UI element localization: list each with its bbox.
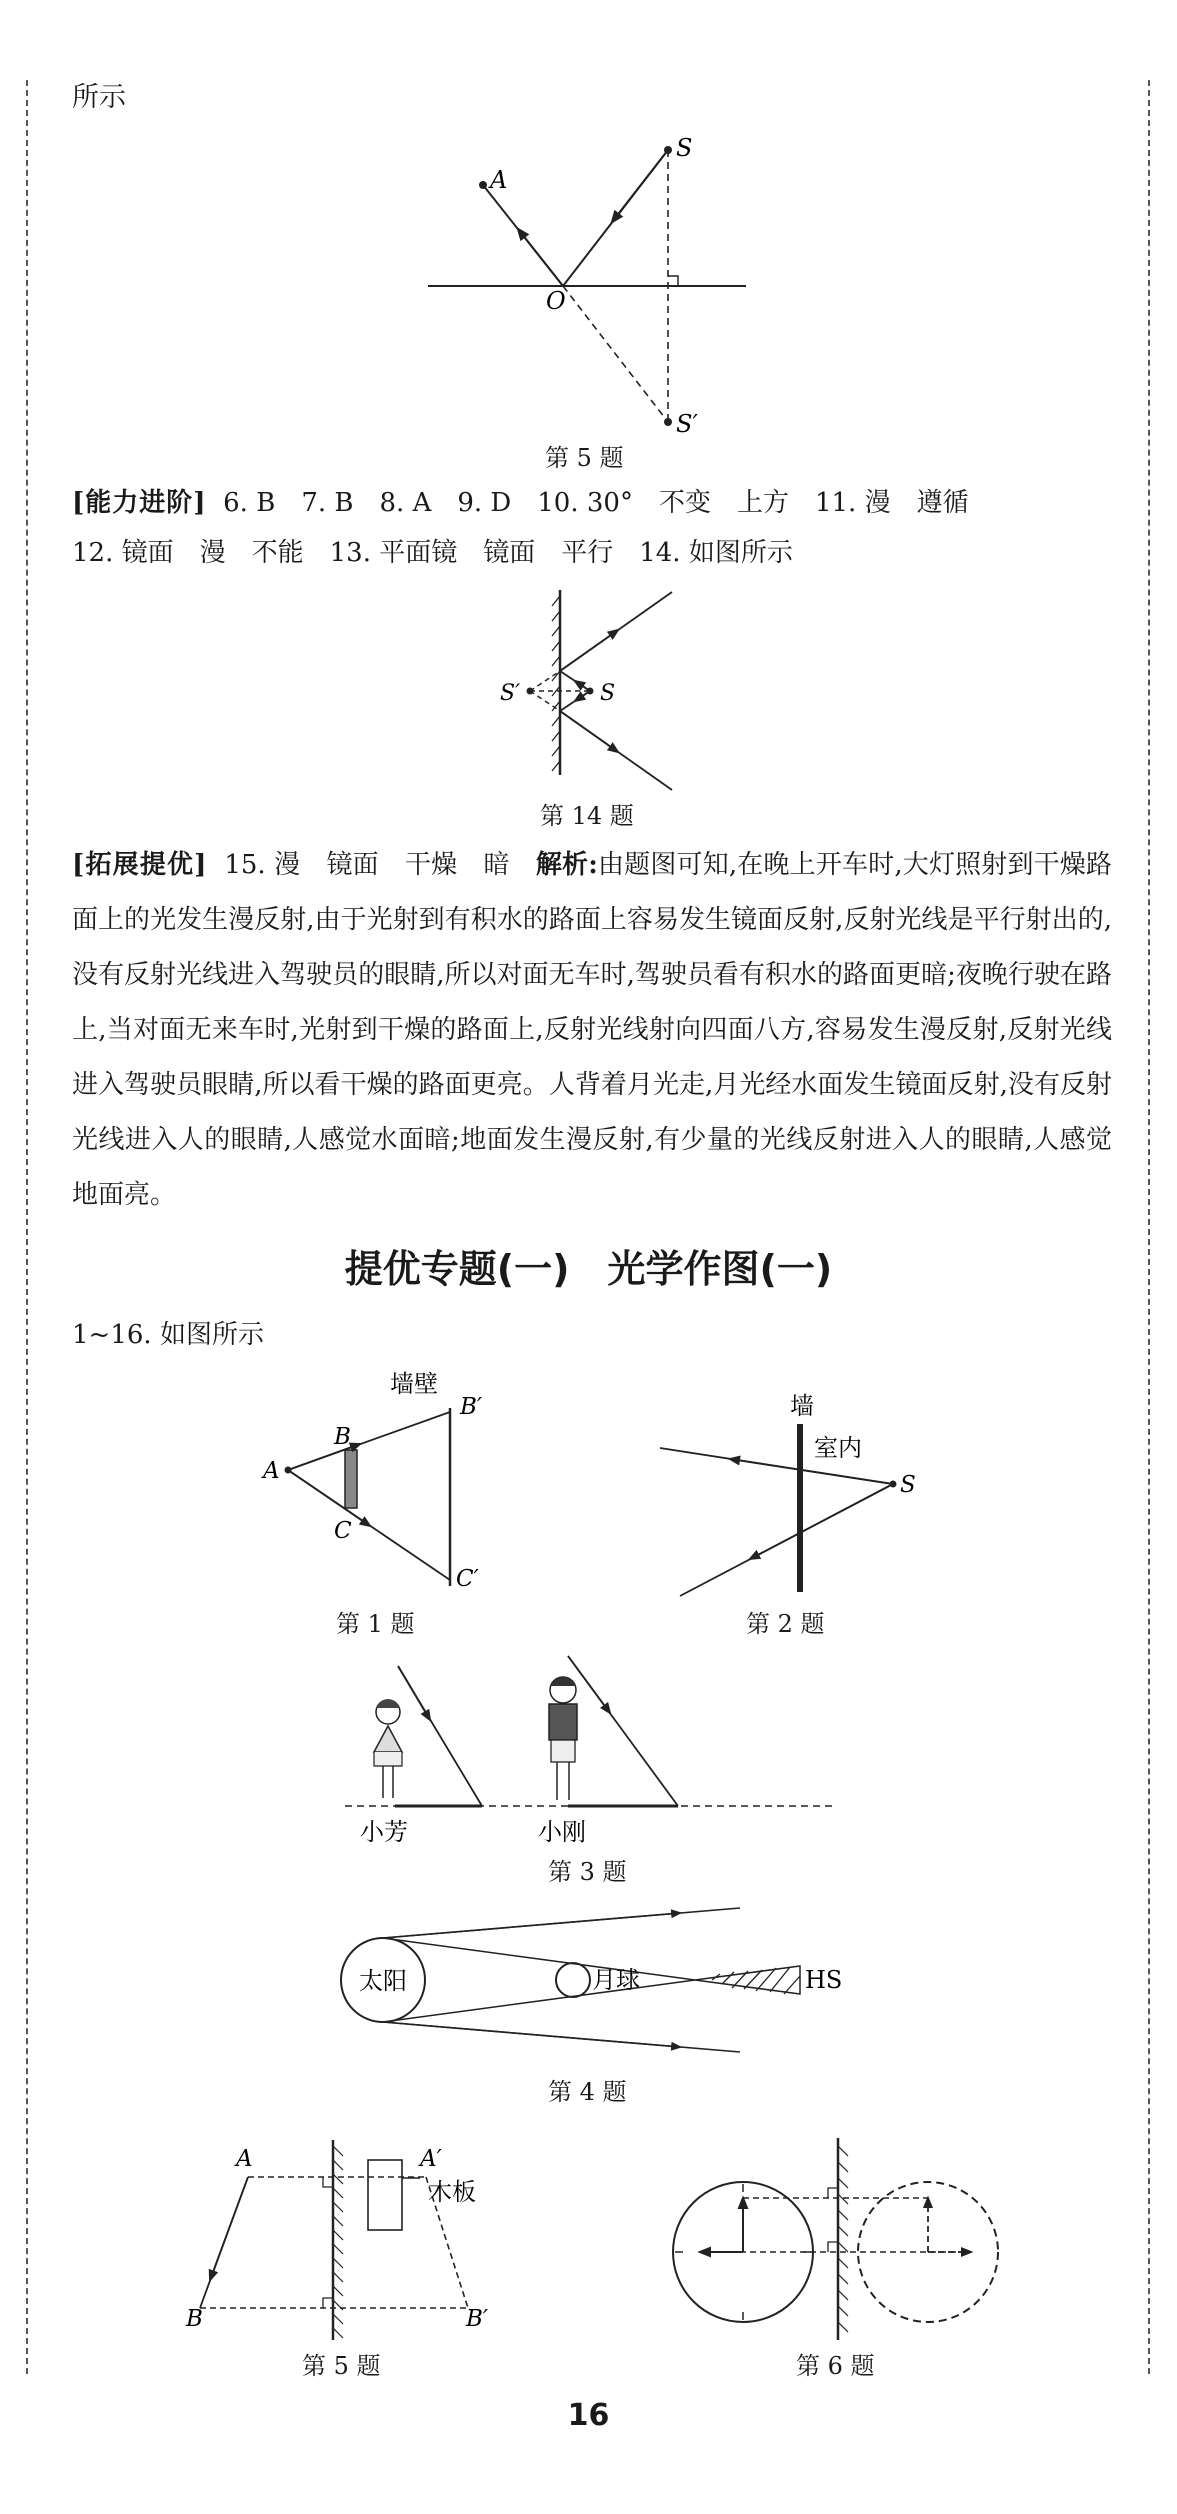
label-wall-q2: 墙 xyxy=(790,1392,814,1420)
label-a-q1: A xyxy=(263,1458,280,1484)
caption-q5-bottom: 第 5 题 xyxy=(302,2352,381,2380)
top-text: 所示 xyxy=(72,82,126,113)
label-b-q5: B xyxy=(186,2306,203,2332)
extend-paragraph xyxy=(72,838,1112,1223)
label-s-14: S xyxy=(600,681,616,706)
label-hs: HS xyxy=(805,1966,843,1994)
label-c-prime-q1: C′ xyxy=(456,1566,479,1592)
label-s: S xyxy=(676,134,693,162)
label-c-q1: C xyxy=(334,1518,352,1544)
label-moon: 月球 xyxy=(592,1966,640,1994)
figure-q6-clock xyxy=(0,2130,1177,2370)
label-s-q2: S xyxy=(900,1472,916,1498)
label-girl: 小芳 xyxy=(360,1818,408,1846)
caption-q1: 第 1 题 xyxy=(336,1610,415,1638)
ability-answers-1: 6. B 7. B 8. A 9. D 10. 30° 不变 上方 11. 漫 遵循 xyxy=(223,488,969,518)
caption-q6: 第 6 题 xyxy=(796,2352,875,2380)
label-a-prime-q5: A′ xyxy=(420,2146,442,2172)
ability-line-1 xyxy=(72,476,1112,531)
label-b-prime-q5: B′ xyxy=(466,2306,489,2332)
ability-tag: [能力进阶] xyxy=(72,488,207,518)
boy-figure xyxy=(549,1677,577,1800)
analysis-label: 解析: xyxy=(535,850,598,880)
ability-answers-2: 12. 镜面 漫 不能 13. 平面镜 镜面 平行 14. 如图所示 xyxy=(72,538,793,568)
caption-q14: 第 14 题 xyxy=(540,802,634,830)
label-boy: 小刚 xyxy=(538,1818,586,1846)
figure-q4-eclipse xyxy=(0,1890,1177,2090)
caption-q5-top: 第 5 题 xyxy=(545,444,624,472)
caption-q4: 第 4 题 xyxy=(548,2078,627,2106)
caption-q2: 第 2 题 xyxy=(746,1610,825,1638)
girl-figure xyxy=(374,1699,402,1798)
intro-text: 1~16. 如图所示 xyxy=(72,1320,264,1350)
label-b-q1: B xyxy=(334,1424,351,1450)
analysis-text: 由题图可知,在晚上开车时,大灯照射到干燥路面上的光发生漫反射,由于光射到有积水的路面上容易发生镜面反射,反射光线是平行射出的,没有反射光线进入驾驶员的眼睛,所以对面无车时,驾驶员看有积水的路面更暗;夜晚行驶在路上,当对面无来车时,光射到干燥的路面上,反射光线射向四面八方,容易发生漫反射,反射光线进入驾驶员眼睛,所以看干燥的路面更亮。人背着月光走,月光经水面发生镜面反射,没有反射光线进入人的眼睛,人感觉水面暗;地面发生漫反射,有少量的光线反射进入人的眼睛,人感觉地面亮。 xyxy=(72,850,1112,1210)
extend-tag: [拓展提优] xyxy=(72,850,208,880)
figure-q14-mirror xyxy=(0,580,1177,820)
section-title: 提优专题(一) 光学作图(一) xyxy=(344,1247,833,1291)
label-indoor: 室内 xyxy=(814,1434,862,1462)
caption-q3: 第 3 题 xyxy=(548,1858,627,1886)
label-s-prime: S′ xyxy=(676,410,698,438)
label-o: O xyxy=(546,287,566,315)
figure-q3-sunlight xyxy=(0,1640,1177,1870)
ability-line-2 xyxy=(72,526,1112,581)
label-a: A xyxy=(490,166,508,194)
label-board: 木板 xyxy=(428,2178,476,2206)
label-a-q5: A xyxy=(236,2146,253,2172)
figure-q2-window xyxy=(0,1360,1177,1620)
page-number: 16 xyxy=(567,2398,610,2433)
label-sun: 太阳 xyxy=(359,1967,407,1995)
label-s-prime-14: S′ xyxy=(500,681,521,706)
extend-answer: 15. 漫 镜面 干燥 暗 xyxy=(224,850,510,880)
label-b-prime-q1: B′ xyxy=(460,1394,483,1420)
label-wall-q1: 墙壁 xyxy=(390,1370,438,1398)
